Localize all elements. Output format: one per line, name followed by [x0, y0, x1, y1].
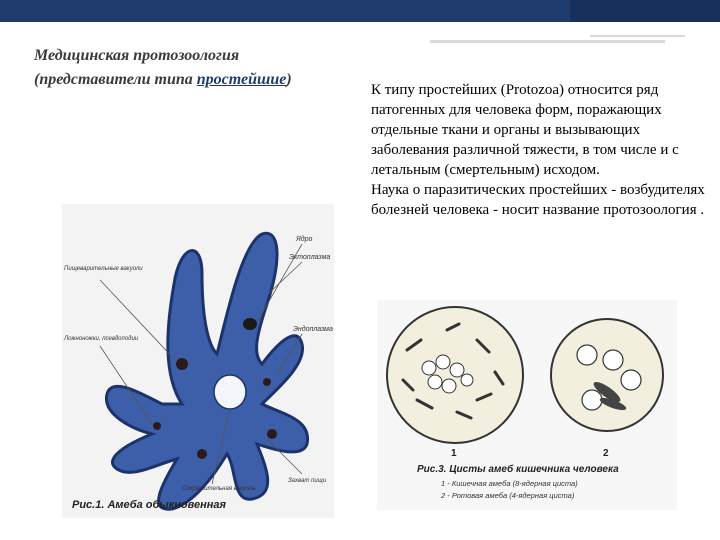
- contractile-vacuole: [214, 375, 246, 409]
- paragraph-1: К типу простейших (Protozoa) относится ряд патогенных для человека форм, поражающих отдельные ткани и органы и вызывающих заболевания различной тяжести, в том числе и с летальным (смертельным) исходом.: [371, 82, 679, 178]
- amoeba-illustration: [62, 204, 334, 518]
- cysts-figure: [377, 300, 677, 510]
- label-pseudopodia: Ложноножки, псевдоподии: [64, 336, 139, 342]
- label-nucleus: Ядро: [296, 236, 313, 243]
- figure1-caption: Рис.1. Амеба обыкновенная: [72, 499, 227, 511]
- title-text-end: ): [286, 71, 292, 88]
- cyst-label-2: 2: [603, 448, 609, 459]
- header-bar: [0, 0, 720, 22]
- amoeba-figure: [62, 204, 334, 518]
- figure2-legend-1: 1 - Кишечная амеба (8-ядерная циста): [441, 479, 578, 488]
- title-line-1: Медицинская протозоология: [34, 47, 240, 64]
- protozoa-link[interactable]: простейшие: [196, 71, 287, 88]
- label-contractile-vacuole: Сократительная вакуоль: [182, 486, 256, 492]
- vacuole: [153, 422, 161, 430]
- vacuole: [267, 429, 277, 439]
- figure2-legend-2: 2 - Ротовая амеба (4-ядерная циста): [441, 491, 575, 500]
- label-food-capture: Захват пищи: [288, 478, 327, 484]
- vacuole: [176, 358, 188, 370]
- amoeba-body: [106, 233, 307, 509]
- title-line-2: [34, 68, 374, 92]
- body-text: [371, 80, 706, 220]
- title-text: (представители типа: [34, 71, 197, 88]
- label-ectoplasm: Эктоплазма: [289, 254, 331, 261]
- label-endoplasm: Эндоплазма: [293, 326, 333, 333]
- figure2-caption: Рис.3. Цисты амеб кишечника человека: [417, 464, 619, 475]
- header-bar-accent: [570, 0, 720, 22]
- vacuole: [197, 449, 207, 459]
- decorative-rule: [590, 35, 685, 37]
- paragraph-2: Наука о паразитических простейших - возбудителях болезней человека - носит название протозоология .: [371, 182, 705, 218]
- cyst-label-1: 1: [451, 448, 457, 459]
- vacuole: [263, 378, 271, 386]
- label-digestive-vacuoles: Пищеварительные вакуоли: [64, 266, 143, 272]
- decorative-rule: [430, 40, 665, 43]
- slide-title: [34, 44, 374, 92]
- nucleus: [243, 318, 257, 330]
- cysts-illustration: [377, 300, 677, 510]
- cyst-field-2: [551, 319, 663, 431]
